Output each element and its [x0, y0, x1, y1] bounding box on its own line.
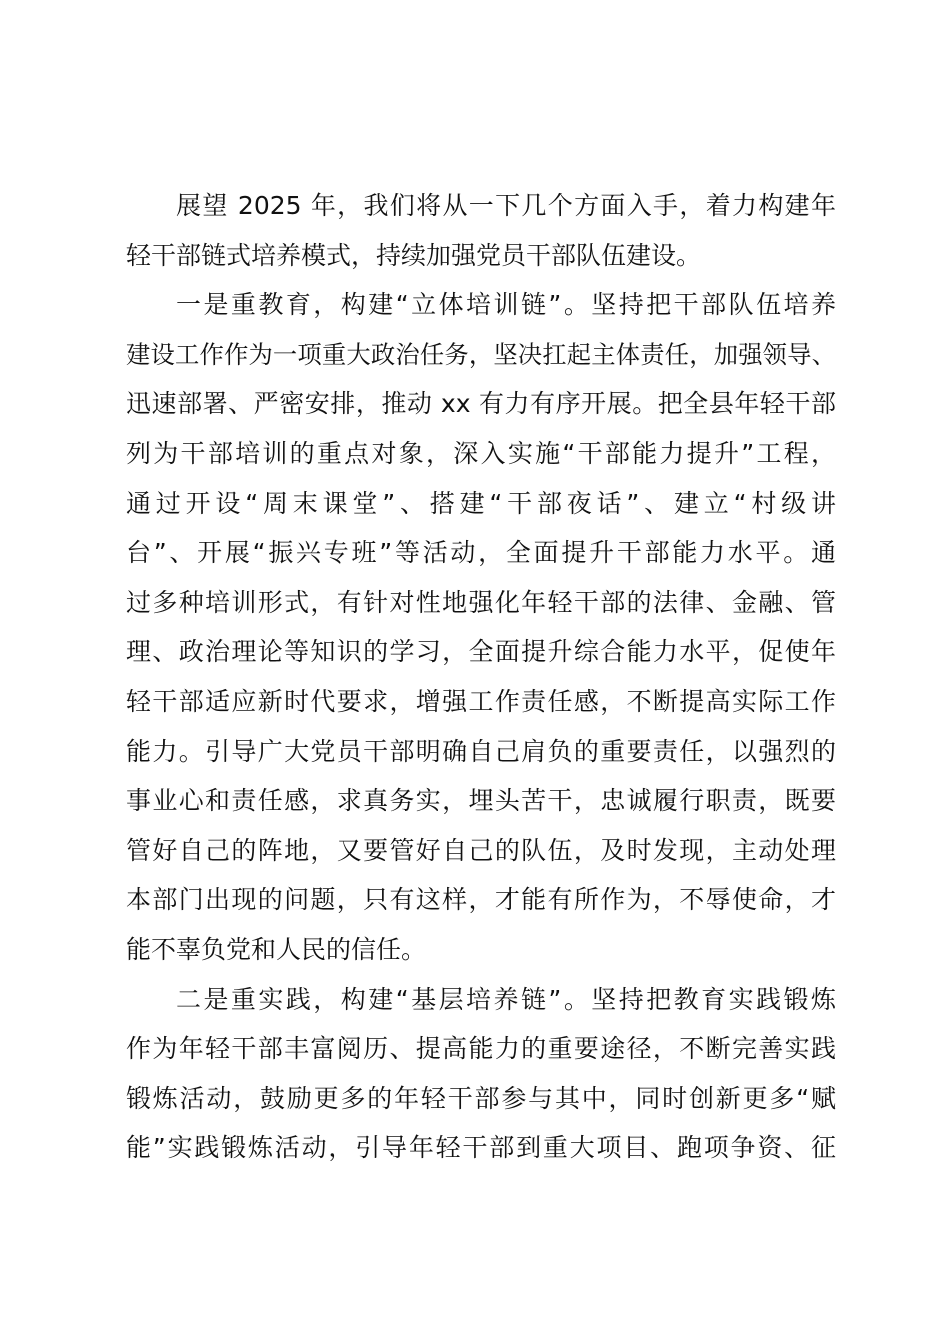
text-line: 列为干部培训的重点对象，深入实施“干部能力提升”工程，: [126, 438, 836, 468]
text-line: 通过开设“周末课堂”、搭建“干部夜话”、建立“村级讲: [126, 488, 836, 518]
text-line: 锻炼活动，鼓励更多的年轻干部参与其中，同时创新更多“赋: [126, 1083, 836, 1113]
text-line: 理、政治理论等知识的学习，全面提升综合能力水平，促使年: [126, 637, 836, 667]
text-line: 本部门出现的问题，只有这样，才能有所作为，不辱使命，才: [126, 885, 836, 915]
text-line: 一是重教育，构建“立体培训链”。坚持把干部队伍培养: [176, 290, 836, 320]
text-line: 能力。引导广大党员干部明确自己肩负的重要责任，以强烈的: [126, 736, 836, 766]
document-body: [126, 181, 836, 1173]
text-line: 事业心和责任感，求真务实，埋头苦干，忠诚履行职责，既要: [126, 786, 836, 816]
text-line: 作为年轻干部丰富阅历、提高能力的重要途径，不断完善实践: [126, 1034, 836, 1064]
text-line: 能不辜负党和人民的信任。: [126, 934, 427, 964]
text-line: 能”实践锻炼活动，引导年轻干部到重大项目、跑项争资、征: [126, 1133, 836, 1163]
text-line: 轻干部适应新时代要求，增强工作责任感，不断提高实际工作: [126, 686, 836, 716]
text-line: 台”、开展“振兴专班”等活动，全面提升干部能力水平。通: [126, 538, 836, 568]
text-line: 轻干部链式培养模式，持续加强党员干部队伍建设。: [126, 240, 702, 270]
text-line: 过多种培训形式，有针对性地强化年轻干部的法律、金融、管: [126, 587, 836, 617]
text-line: 二是重实践，构建“基层培养链”。坚持把教育实践锻炼: [176, 984, 836, 1014]
text-line: 建设工作作为一项重大政治任务，坚决扛起主体责任，加强领导、: [126, 339, 836, 369]
text-line: 管好自己的阵地，又要管好自己的队伍，及时发现，主动处理: [126, 835, 836, 865]
text-line: 展望 2025 年，我们将从一下几个方面入手，着力构建年: [176, 191, 836, 220]
text-line: 迅速部署、严密安排，推动 xx 有力有序开展。把全县年轻干部: [126, 389, 836, 419]
